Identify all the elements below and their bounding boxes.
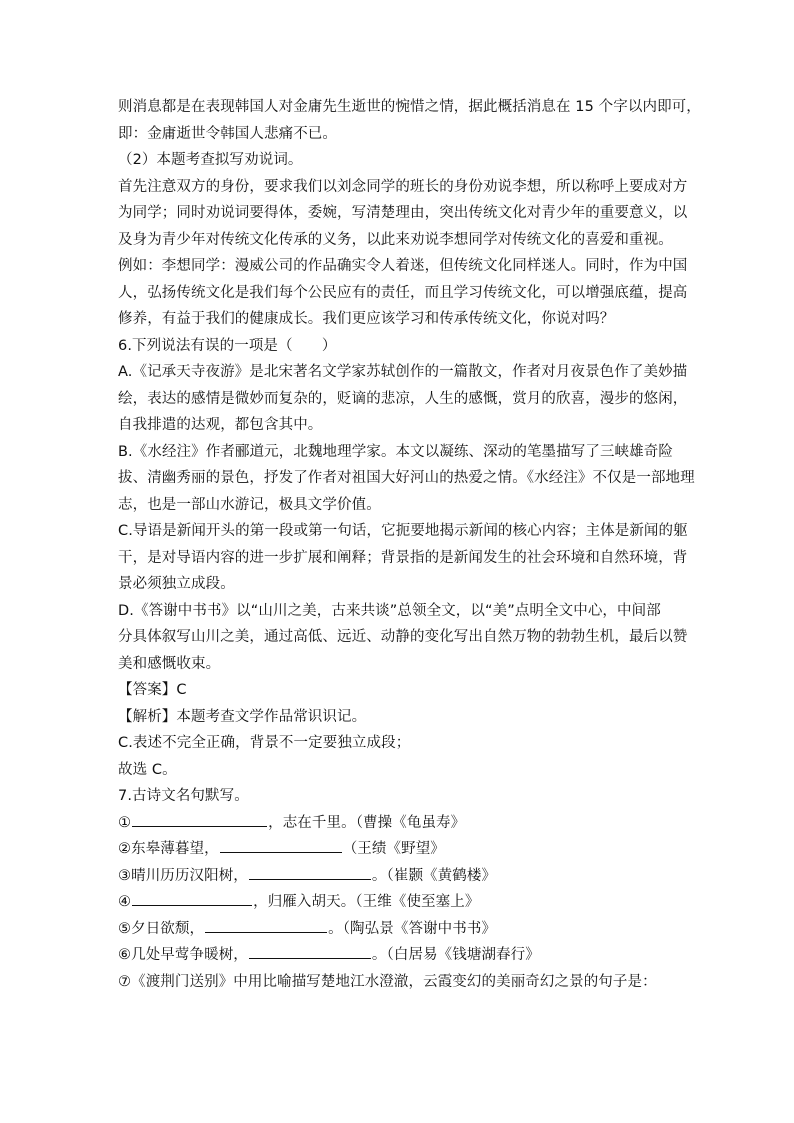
option-b-line: B.《水经注》作者郦道元，北魏地理学家。本文以凝练、深动的笔墨描写了三峡雄奇险 <box>118 443 673 460</box>
option-d-line: 分具体叙写山川之美，通过高低、远近、动静的变化写出自然万物的勃勃生机，最后以赞 <box>118 629 688 645</box>
fill-item-suffix: 。（陶弘景《答谢中书书》 <box>328 920 497 937</box>
text-line: 首先注意双方的身份，要求我们以刘念同学的班长的身份劝说李想，所以称呼上要成对方 <box>118 178 688 195</box>
fill-item-prefix: ⑤夕日欲颓， <box>118 920 205 937</box>
document-page <box>118 94 701 995</box>
option-c-line: 干，是对导语内容的进一步扩展和阐释；背景指的是新闻发生的社会环境和自然环境，背 <box>118 549 688 566</box>
fill-item-suffix: ，志在千里。（曹操《龟虽寿》 <box>268 814 466 831</box>
option-c-line: 景必须独立成段。 <box>118 576 235 592</box>
text-line: 修养，有益于我们的健康成长。我们更应该学习和传承传统文化，你说对吗？ <box>118 311 615 327</box>
fill-item-7: ⑦《渡荆门送别》中用比喻描写楚地江水澄澈，云霞变幻的美丽奇幻之景的句子是： <box>118 973 657 990</box>
fill-item-3 <box>118 863 678 890</box>
fill-item-6 <box>118 942 678 969</box>
fill-item-suffix: ，归雁入胡天。（王维《使至塞上》 <box>253 894 480 910</box>
text-line: 及身为青少年对传统文化传承的义务，以此来劝说李想同学对传统文化的喜爱和重视。 <box>118 231 673 248</box>
fill-item-prefix: ⑥几处早莺争暖树， <box>118 947 248 963</box>
option-d-line: D.《答谢中书书》以“山川之美，古来共谈”总领全文，以“美”点明全文中心，中间部 <box>118 602 661 619</box>
answer-line: 【答案】C <box>118 682 187 698</box>
fill-item-prefix: ③晴川历历汉阳树， <box>118 867 248 884</box>
fill-item-4 <box>118 889 678 916</box>
text-line: 例如：李想同学：漫威公司的作品确实令人着迷，但传统文化同样迷人。同时，作为中国 <box>118 258 688 274</box>
fill-blank[interactable] <box>132 890 252 906</box>
text-line: （2）本题考查拟写劝说词。 <box>118 152 303 168</box>
question-7-stem: 7.古诗文名句默写。 <box>118 788 249 804</box>
question-6-stem: 6.下列说法有误的一项是（ ） <box>118 337 337 354</box>
analysis-line: C.表述不完全正确，背景不一定要独立成段； <box>118 735 411 751</box>
text-line: 则消息都是在表现韩国人对金庸先生逝世的惋惜之情，据此概括消息在 15 个字以内即可， <box>118 99 701 115</box>
fill-item-suffix: （王绩《野望》 <box>342 841 445 857</box>
option-d-line: 美和感慨收束。 <box>118 655 221 672</box>
text-line: 为同学；同时劝说词要得体，委婉，写清楚理由，突出传统文化对青少年的重要意义，以 <box>118 205 688 221</box>
fill-item-1 <box>118 810 678 837</box>
option-a-line: A.《记承天寺夜游》是北宋著名文学家苏轼创作的一篇散文，作者对月夜景色作了美妙描 <box>118 364 688 380</box>
option-a-line: 绘，表达的感情是微妙而复杂的，贬谪的悲凉，人生的感慨，赏月的欣喜，漫步的悠闲， <box>118 390 688 407</box>
analysis-line: 【解析】本题考查文学作品常识识记。 <box>118 708 367 725</box>
fill-item-2 <box>118 836 678 863</box>
fill-item-suffix: 。（崔颢《黄鹤楼》 <box>371 867 497 884</box>
option-b-line: 志，也是一部山水游记，极具文学价值。 <box>118 496 381 513</box>
fill-blank[interactable] <box>220 837 342 853</box>
fill-item-5 <box>118 916 678 943</box>
fill-blank[interactable] <box>132 811 267 827</box>
fill-item-prefix: ④ <box>118 894 132 910</box>
fill-blank[interactable] <box>249 943 371 959</box>
fill-blank[interactable] <box>205 917 327 933</box>
conclusion-line: 故选 C。 <box>118 761 177 778</box>
text-line: 人，弘扬传统文化是我们每个公民应有的责任，而且学习传统文化，可以增强底蕴，提高 <box>118 284 688 301</box>
option-c-line: C.导语是新闻开头的第一段或第一句话，它扼要地揭示新闻的核心内容；主体是新闻的躯 <box>118 523 688 539</box>
fill-blank[interactable] <box>249 864 371 880</box>
fill-item-prefix: ②东皋薄暮望， <box>118 841 219 857</box>
option-b-line: 拔、清幽秀丽的景色，抒发了作者对祖国大好河山的热爱之情。《水经注》不仅是一部地理 <box>118 470 695 486</box>
text-line: 即：金庸逝世令韩国人悲痛不已。 <box>118 125 337 142</box>
fill-item-prefix: ① <box>118 814 132 831</box>
option-a-line: 自我排遣的达观，都包含其中。 <box>118 417 323 433</box>
fill-item-suffix: 。（白居易《钱塘湖春行》 <box>371 947 540 963</box>
